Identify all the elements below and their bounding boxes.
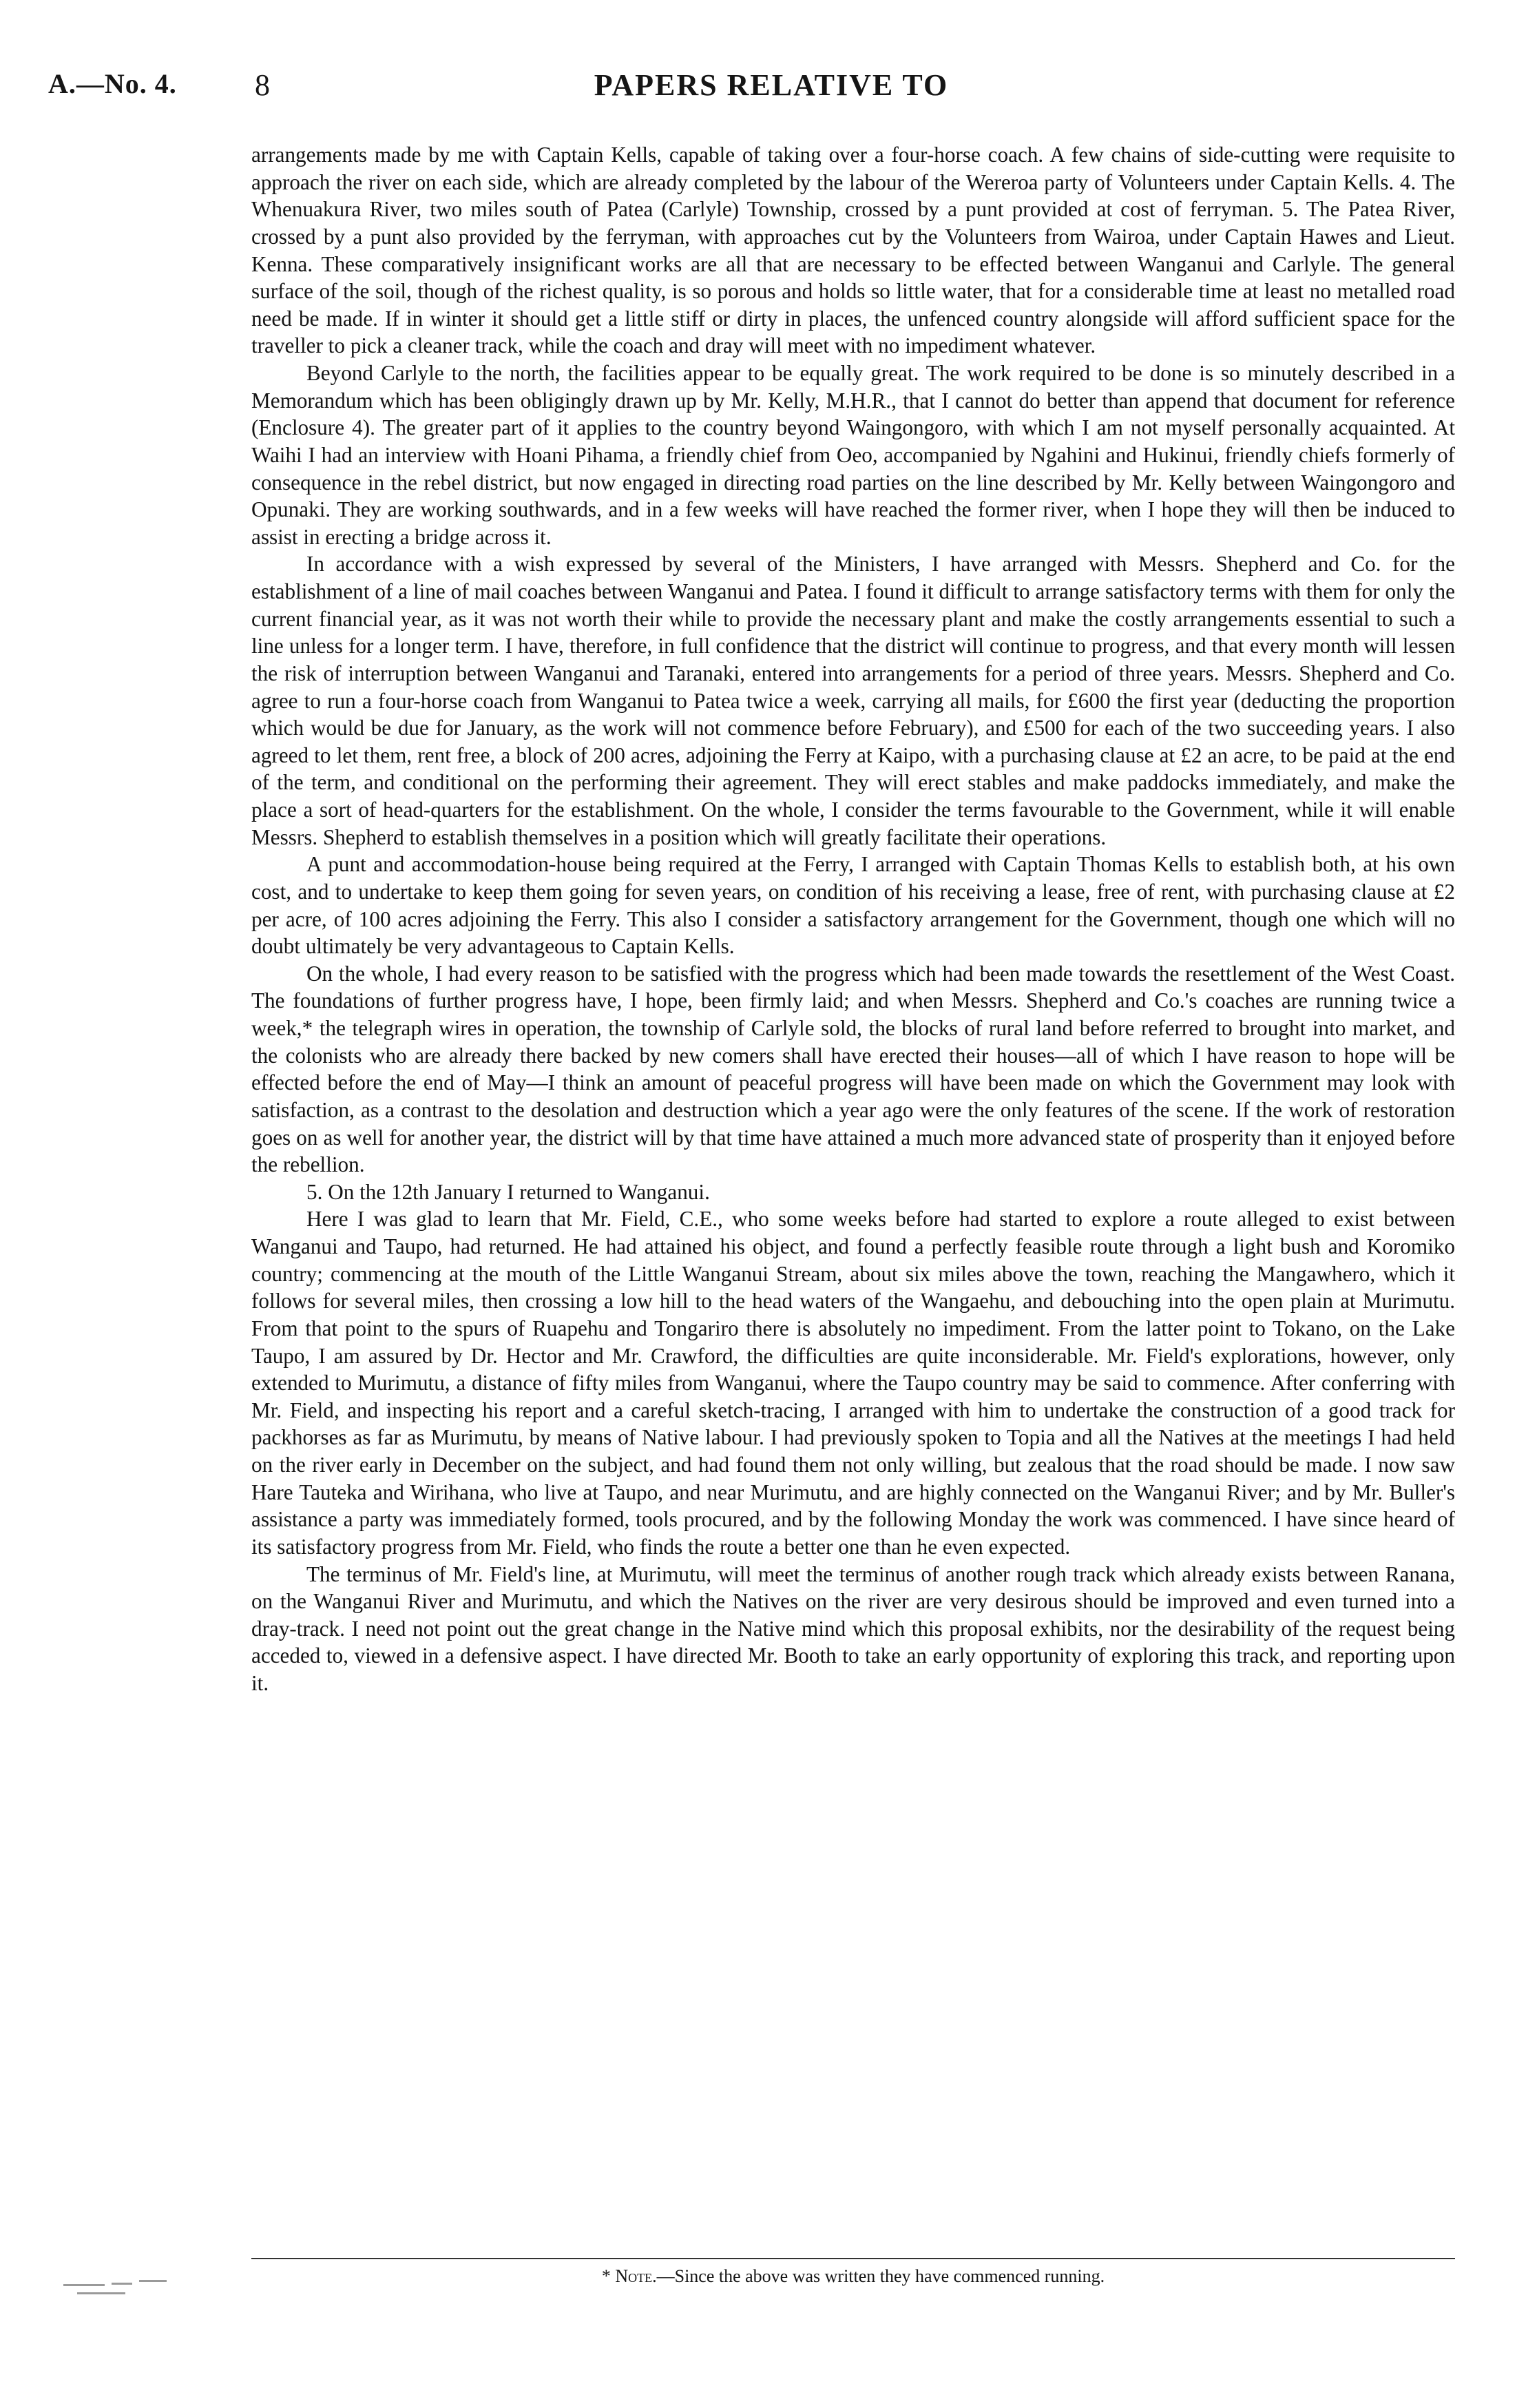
paragraph-3: In accordance with a wish expressed by several of the Ministers, I have arranged with Messrs. Shepherd and Co. for the establishment of a line of mail coaches between Wanganui and Patea. I found it difficult to arrange satisfactory terms with them for only the current financial year, as it was not worth their while to provide the necessary plant and make the costly arrangements essential to such a line unless for a longer term. I have, therefore, in full confidence that the district will continue to progress, and that every month will lessen the risk of interruption between Wanganui and Taranaki, entered into arrangements for a period of three years. Messrs. Shepherd and Co. agree to run a four-horse coach from Wanganui to Patea twice a week, carrying all mails, for £600 the first year (deducting the proportion which would be due for January, as the work will not commence before February), and £500 for each of the two succeeding years. I also agreed to let them, rent free, a block of 200 acres, adjoining the Ferry at Kaipo, with a purchasing clause at £2 an acre, to be paid at the end of the term, and conditional on the performing their agreement. They will erect stables and make paddocks immediately, and make the place a sort of head-quarters for the establishment. On the whole, I consider the terms favourable to the Government, while it will enable Messrs. Shepherd to establish themselves in a position which will greatly facilitate their operations.	[251, 552, 1455, 849]
page-header	[48, 68, 1446, 123]
paragraph-1: arrangements made by me with Captain Kells, capable of taking over a four-horse coach. A few chains of side-cutting were requisite to approach the river on each side, which are already completed by the labour of the Wereroa party of Volunteers under Captain Kells. 4. The Whenuakura River, two miles south of Patea (Carlyle) Township, crossed by a punt provided at cost of ferryman. 5. The Patea River, crossed by a punt also provided by the ferryman, with approaches cut by the Volunteers from Wairoa, under Captain Hawes and Lieut. Kenna. These comparatively insignificant works are all that are necessary to be effected between Wanganui and Carlyle. The general surface of the soil, though of the richest quality, is so porous and holds so little water, that for a considerable time at least no metalled road need be made. If in winter it should get a little stiff or dirty in places, the unfenced country alongside will afford sufficient space for the traveller to pick a cleaner track, while the coach and dray will meet with no impediment whatever.	[251, 143, 1455, 358]
paragraph-7: Here I was glad to learn that Mr. Field, C.E., who some weeks before had started to explore a route alleged to exist between Wanganui and Taupo, had returned. He had attained his object, and found a perfectly feasible route through a light bush and Koromiko country; commencing at the mouth of the Little Wanganui Stream, about six miles above the town, reaching the Mangawhero, which it follows for several miles, then crossing a low hill to the head waters of the Wangaehu, and debouching into the open plain at Murimutu. From that point to the spurs of Ruapehu and Tongariro there is absolutely no impediment. From the latter point to Tokano, on the Lake Taupo, I am assured by Dr. Hector and Mr. Crawford, the difficulties are quite inconsiderable. Mr. Field's explorations, however, only extended to Murimutu, a distance of fifty miles from Wanganui, where the Taupo country may be said to commence. After conferring with Mr. Field, and inspecting his report and a careful sketch-tracing, I arranged with him to undertake the construction of a good track for packhorses as far as Murimutu, by means of Native labour. I had previously spoken to Topia and all the Natives at the meetings I had held on the river early in December on the subject, and had found them not only willing, but zealous that the road should be made. I now saw Hare Tauteka and Wirihana, who live at Taupo, and near Murimutu, and are highly connected on the Wanganui River; and by Mr. Buller's assistance a party was immediately formed, tools procured, and by the following Monday the work was commenced. I have since heard of its satisfactory progress from Mr. Field, who finds the route a better one than he even expected.	[251, 1207, 1455, 1559]
footnote-divider	[251, 2258, 1455, 2259]
paragraph-2: Beyond Carlyle to the north, the facilities appear to be equally great. The work required to be done is so minutely described in a Memorandum which has been obligingly drawn up by Mr. Kelly, M.H.R., that I cannot do better than append that document for reference (Enclosure 4). The greater part of it applies to the country beyond Waingongoro, with which I am not myself personally acquainted. At Waihi I had an interview with Hoani Pihama, a friendly chief from Oeo, accompanied by Ngahini and Hukinui, friendly chiefs formerly of consequence in the rebel district, but now engaged in directing road parties on the line described by Mr. Kelly between Waingongoro and Opunaki. They are working southwards, and in a few weeks will have reached the former river, when I hope they will then be induced to assist in erecting a bridge across it.	[251, 361, 1455, 549]
library-stamp-mark	[63, 2280, 167, 2301]
footnote-text: —Since the above was written they have commenced running.	[656, 2266, 1105, 2286]
footnote-label: * Note.	[601, 2266, 657, 2286]
page-number: 8	[255, 68, 270, 102]
page-reference: A.—No. 4.	[48, 68, 177, 99]
paragraph-8: The terminus of Mr. Field's line, at Murimutu, will meet the terminus of another rough track which already exists between Ranana, on the Wanganui River and Murimutu, and which the Natives on the river are very desirous should be improved and even turned into a dray-track. I need not point out the great change in the Native mind which this proposal exhibits, nor the desirability of the request being acceded to, viewed in a defensive aspect. I have directed Mr. Booth to take an early opportunity of exploring this track, and reporting upon it.	[251, 1561, 1455, 1695]
paragraph-6: 5. On the 12th January I returned to Wanganui.	[306, 1179, 710, 1204]
body-text	[251, 141, 1455, 1697]
paragraph-5: On the whole, I had every reason to be satisfied with the progress which had been made towards the resettlement of the West Coast. The foundations of further progress have, I hope, been firmly laid; and when Messrs. Shepherd and Co.'s coaches are running twice a week,* the telegraph wires in operation, the township of Carlyle sold, the blocks of rural land before referred to brought into market, and the colonists who are already there backed by new comers shall have erected their houses—all of which I have reason to hope will be effected before the end of May—I think an amount of peaceful progress will have been made on which the Government may look with satisfaction, as a contrast to the desolation and destruction which a year ago were the only features of the scene. If the work of restoration goes on as well for another year, the district will by that time have attained a much more advanced state of prosperity than it enjoyed before the rebellion.	[251, 961, 1455, 1177]
paragraph-4: A punt and accommodation-house being required at the Ferry, I arranged with Captain Thomas Kells to establish both, at his own cost, and to undertake to keep them going for seven years, on condition of his receiving a lease, free of rent, with purchasing clause at £2 per acre, of 100 acres adjoining the Ferry. This also I consider a satisfactory arrangement for the Government, though one which will no doubt ultimately be very advantageous to Captain Kells.	[251, 852, 1455, 959]
footnote	[251, 2266, 1455, 2287]
running-title: PAPERS RELATIVE TO	[594, 68, 949, 102]
